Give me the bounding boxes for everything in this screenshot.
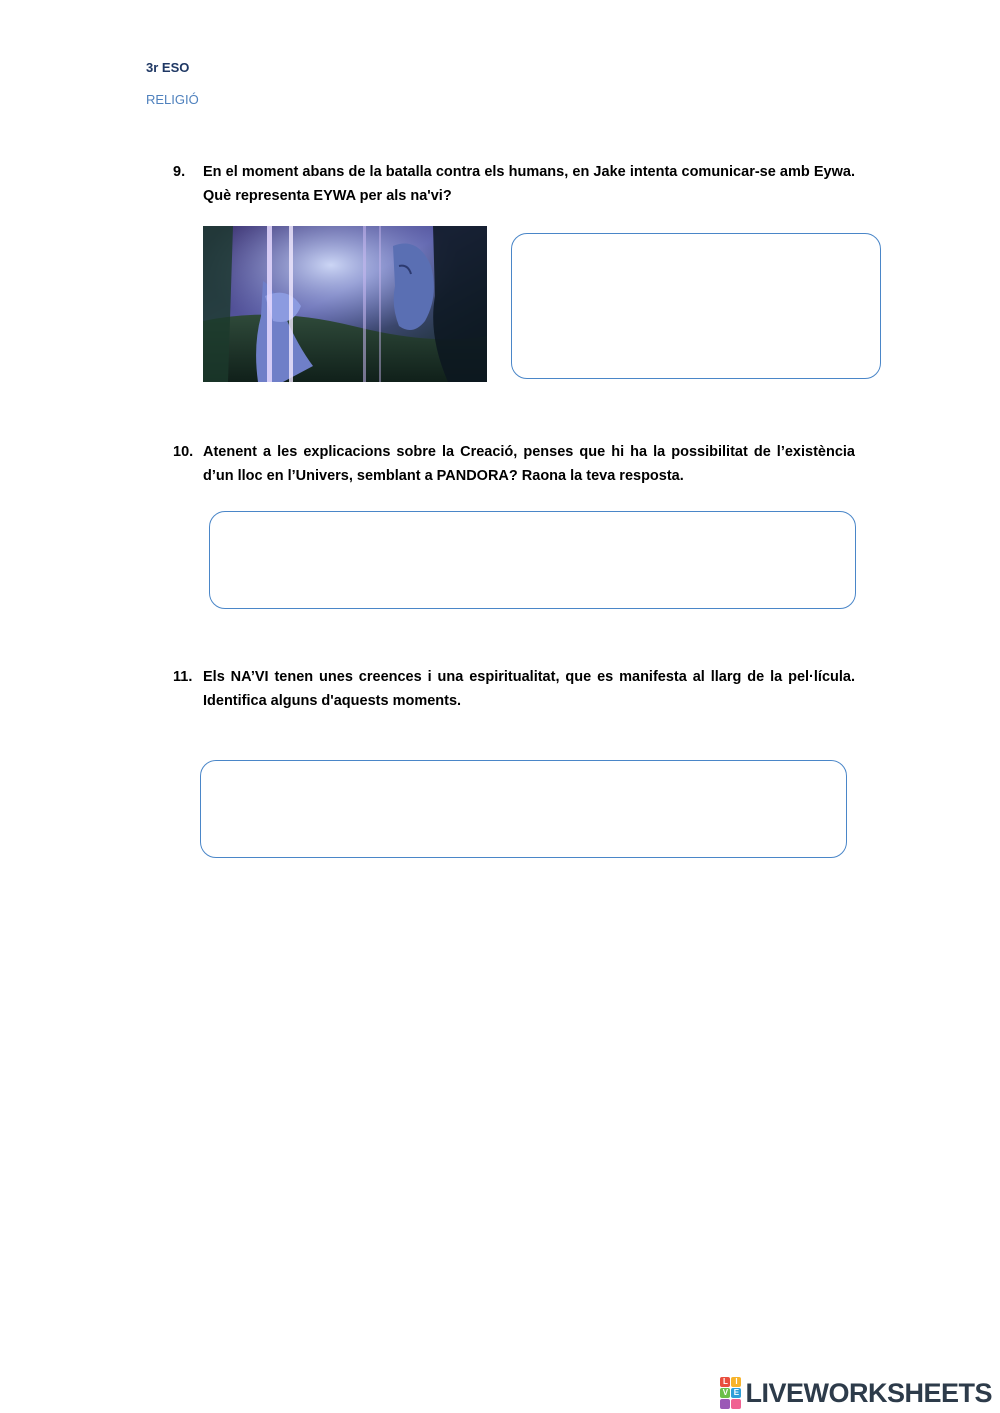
question-9 bbox=[173, 160, 855, 208]
subject-label: RELIGIÓ bbox=[146, 92, 199, 107]
question-text: Atenent a les explicacions sobre la Creació, penses que hi ha la possibilitat de l’existència d’un lloc en l’Univers, semblant a PANDORA? Raona la teva resposta. bbox=[203, 444, 855, 484]
course-label: 3r ESO bbox=[146, 60, 190, 75]
question-number: 9. bbox=[173, 164, 186, 180]
question-text: Els NA’VI tenen unes creences i una espiritualitat, que es manifesta al llarg de la pel·lícula. Identifica alguns d'aquests moments. bbox=[203, 669, 855, 709]
liveworksheets-logo bbox=[720, 1376, 992, 1410]
logo-tile: I bbox=[731, 1377, 741, 1387]
logo-tile: V bbox=[720, 1388, 730, 1398]
logo-tile: L bbox=[720, 1377, 730, 1387]
logo-wordmark: LIVEWORKSHEETS bbox=[745, 1377, 992, 1408]
answer-box-9[interactable] bbox=[511, 233, 881, 379]
logo-tile bbox=[731, 1399, 741, 1409]
answer-box-11[interactable] bbox=[200, 760, 847, 858]
logo-tile: E bbox=[731, 1388, 741, 1398]
question-number: 11. bbox=[173, 669, 193, 685]
question-10 bbox=[173, 440, 855, 488]
avatar-movie-still bbox=[203, 226, 487, 382]
logo-tile bbox=[720, 1399, 730, 1409]
question-text: En el moment abans de la batalla contra els humans, en Jake intenta comunicar-se amb Eywa. Què representa EYWA per als na'vi? bbox=[203, 164, 855, 204]
question-11 bbox=[173, 665, 855, 713]
question-number: 10. bbox=[173, 444, 194, 460]
answer-box-10[interactable] bbox=[209, 511, 856, 609]
logo-mark-icon bbox=[720, 1377, 741, 1409]
